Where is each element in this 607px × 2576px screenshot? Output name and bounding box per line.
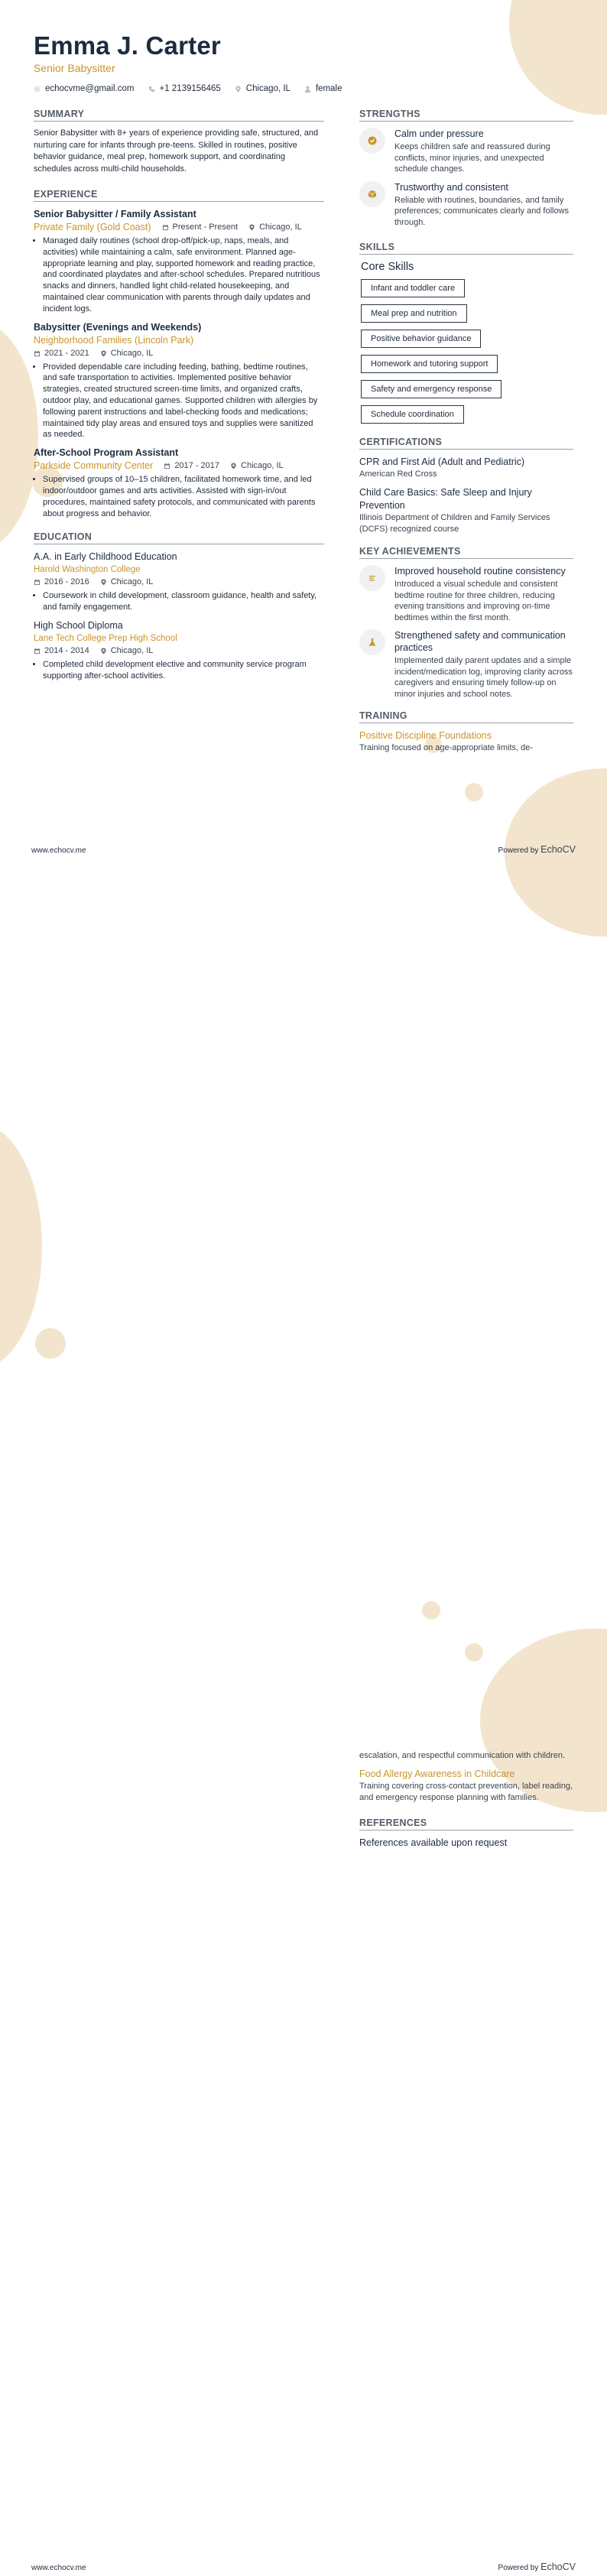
- experience-heading: EXPERIENCE: [34, 189, 324, 202]
- edu-location: [100, 645, 154, 658]
- edu-degree: High School Diploma: [34, 619, 123, 631]
- training-title: Food Allergy Awareness in Childcare: [359, 1769, 515, 1779]
- skill-chip: Meal prep and nutrition: [361, 304, 467, 323]
- training-text-part2: escalation, and respectful communication with children.: [359, 1751, 566, 1760]
- footer-page-2: [31, 2561, 576, 2572]
- education-item: [34, 619, 324, 682]
- skill-chip: Infant and toddler care: [361, 279, 465, 297]
- edu-bullet: • Completed child development elective and community service program supporting after-school activities.: [43, 659, 324, 682]
- calendar-icon: [162, 224, 169, 231]
- edu-school: Harold Washington College: [34, 565, 141, 575]
- phone-icon: [148, 86, 155, 93]
- contact-phone[interactable]: [148, 84, 221, 93]
- training-title: Positive Discipline Foundations: [359, 730, 492, 741]
- job-location: [230, 460, 284, 473]
- location-pin-icon: [235, 86, 242, 93]
- job-org-row: [34, 334, 324, 347]
- job-location: [100, 347, 154, 360]
- experience-item: [34, 208, 324, 315]
- job-bullets: [34, 474, 324, 519]
- candidate-role: Senior Babysitter: [34, 62, 115, 74]
- skills-heading: SKILLS: [359, 242, 573, 255]
- lines-icon: [359, 565, 385, 591]
- strength-item: [359, 128, 573, 175]
- skills-list: [359, 279, 573, 430]
- training-text-part1: Training focused on age-appropriate limits, de-: [359, 743, 534, 752]
- location-pin-icon: [100, 648, 107, 655]
- experience-item: [34, 321, 324, 441]
- job-org: Private Family (Gold Coast): [34, 222, 151, 232]
- job-title: Senior Babysitter / Family Assistant: [34, 209, 196, 219]
- phone-text: +1 2139156465: [159, 84, 221, 93]
- edu-dates-text: 2014 - 2014: [44, 645, 89, 655]
- references-text: References available upon request: [359, 1837, 508, 1848]
- edu-meta-row: [34, 645, 324, 658]
- decor-dot-bottom-2: [465, 1643, 483, 1662]
- decor-circle-left-page2: [0, 1124, 42, 1369]
- right-column: [359, 109, 573, 754]
- achievement-title: Strengthened safety and communication practices: [394, 630, 566, 653]
- flask-icon: [359, 629, 385, 655]
- email-text: echocvme@gmail.com: [45, 84, 135, 93]
- job-meta-row: [34, 347, 324, 360]
- edu-dates-text: 2016 - 2016: [44, 577, 89, 587]
- decor-dot-left-page2: [35, 1328, 66, 1359]
- certifications-heading: CERTIFICATIONS: [359, 437, 573, 450]
- edu-dates: [34, 645, 89, 658]
- strength-item: [359, 181, 573, 229]
- person-icon: [304, 86, 311, 93]
- job-dates-text: 2017 - 2017: [174, 461, 220, 471]
- skill-chip: Safety and emergency response: [361, 380, 502, 398]
- strength-text: Keeps children safe and reassured during conflicts, minor injuries, and unexpected schedule changes.: [394, 142, 550, 174]
- edu-location-text: Chicago, IL: [110, 645, 154, 655]
- footer-brand[interactable]: EchoCV: [540, 844, 576, 855]
- job-title: After-School Program Assistant: [34, 447, 179, 459]
- check-circle-icon: [359, 128, 385, 154]
- edu-location-text: Chicago, IL: [110, 577, 154, 587]
- resume-header: [34, 31, 342, 93]
- training-heading: TRAINING: [359, 710, 573, 723]
- strength-title: Trustworthy and consistent: [394, 181, 508, 193]
- job-org-row: [34, 221, 324, 234]
- footer-page-1: [31, 844, 576, 855]
- edu-meta-row: [34, 576, 324, 589]
- location-pin-icon: [230, 463, 237, 469]
- edu-degree: A.A. in Early Childhood Education: [34, 551, 177, 563]
- references-heading: REFERENCES: [359, 1817, 573, 1830]
- job-dates: [34, 347, 89, 360]
- contact-email[interactable]: [34, 84, 135, 93]
- training-text: Training covering cross-contact prevention, label reading, and emergency response planning with families.: [359, 1782, 573, 1802]
- job-bullets: [34, 236, 324, 315]
- decor-dot-bottom-1: [422, 1601, 440, 1619]
- cert-org: Illinois Department of Children and Family Services (DCFS) recognized course: [359, 513, 550, 534]
- strength-text: Reliable with routines, boundaries, and family preferences; communicates clearly and follows through.: [394, 195, 570, 227]
- job-bullets: [34, 362, 324, 441]
- resume-page-2: [0, 1717, 607, 2576]
- achievement-item: [359, 565, 573, 623]
- cert-name: Child Care Basics: Safe Sleep and Injury Prevention: [359, 487, 532, 511]
- calendar-icon: [34, 579, 41, 586]
- education-item: [34, 551, 324, 613]
- contact-location: [235, 84, 291, 93]
- education-heading: EDUCATION: [34, 531, 324, 544]
- skill-chip: Positive behavior guidance: [361, 330, 481, 348]
- contact-row: [34, 84, 342, 93]
- job-org: Parkside Community Center: [34, 460, 154, 472]
- job-dates-text: 2021 - 2021: [44, 348, 89, 358]
- achievements-heading: KEY ACHIEVEMENTS: [359, 546, 573, 559]
- summary-heading: SUMMARY: [34, 109, 324, 122]
- achievement-text: Implemented daily parent updates and a simple incident/medication log, improving clarity across caregivers and ensuring timely follow-up on minor injuries and school notes.: [394, 656, 573, 699]
- location-pin-icon: [100, 350, 107, 357]
- edu-location: [100, 576, 154, 589]
- left-column: [34, 109, 324, 688]
- summary-text: Senior Babysitter with 8+ years of experience providing safe, structured, and nurturing care for infants through pre-teens. Skilled in routines, positive behavior guidance, meal prep, homework support, and coordinating schedules across multi-child households.: [34, 128, 319, 174]
- job-location-text: Chicago, IL: [259, 223, 302, 232]
- contact-gender: [304, 84, 342, 93]
- cert-org: American Red Cross: [359, 469, 437, 479]
- footer-brand[interactable]: EchoCV: [540, 2561, 576, 2572]
- calendar-icon: [34, 648, 41, 655]
- gender-text: female: [315, 84, 342, 93]
- right-column-continued: [359, 1750, 573, 1850]
- footer-site[interactable]: www.echocv.me: [31, 2564, 86, 2572]
- achievement-item: [359, 629, 573, 700]
- job-location-text: Chicago, IL: [241, 461, 284, 471]
- job-org: Neighborhood Families (Lincoln Park): [34, 334, 194, 346]
- job-dates: [162, 221, 239, 234]
- edu-school: Lane Tech College Prep High School: [34, 633, 177, 643]
- certification-item: [359, 486, 573, 535]
- footer-powered: Powered by: [498, 2564, 539, 2572]
- calendar-icon: [34, 350, 41, 357]
- skills-subheading: Core Skills: [361, 261, 414, 273]
- cube-icon: [359, 181, 385, 207]
- strength-title: Calm under pressure: [394, 128, 484, 139]
- job-bullet: • Managed daily routines (school drop-off/pick-up, naps, meals, and activities) while maintaining a calm, safe environment. Planned age-appropriate learning and play, supported homework and reading practice, and coordinated playdates and after-school schedules. Prepared nutritious snacks and dinners, handled light child-related housekeeping, and maintained clear communication with parents through daily updates and incident logs.: [43, 236, 324, 315]
- edu-bullet: • Coursework in child development, classroom guidance, health and safety, and family engagement.: [43, 590, 324, 613]
- job-title: Babysitter (Evenings and Weekends): [34, 321, 202, 333]
- edu-bullets: [34, 590, 324, 613]
- resume-page-1: [0, 0, 607, 859]
- job-org-row: [34, 460, 324, 473]
- footer-powered: Powered by: [498, 846, 539, 855]
- candidate-name: Emma J. Carter: [34, 31, 221, 60]
- skill-chip: Schedule coordination: [361, 405, 464, 424]
- calendar-icon: [164, 463, 170, 469]
- location-text: Chicago, IL: [245, 84, 291, 93]
- job-bullet: • Provided dependable care including feeding, bathing, bedtime routines, and safe transportation to activities. Implemented positive behavior strategies, created structured screen-time limits, and organized crafts, outdoor play, and educational games. Supported children with allergies by following parent instructions and label-checking foods and medications; maintained tidy play areas and ensured toys and supplies were sanitized as needed.: [43, 362, 324, 441]
- job-location: [248, 221, 302, 234]
- certification-item: [359, 456, 573, 480]
- job-dates: [164, 460, 219, 473]
- cert-name: CPR and First Aid (Adult and Pediatric): [359, 456, 525, 467]
- footer-site[interactable]: www.echocv.me: [31, 846, 86, 855]
- strengths-heading: STRENGTHS: [359, 109, 573, 122]
- email-icon: [34, 86, 41, 93]
- experience-item: [34, 447, 324, 519]
- job-bullet: • Supervised groups of 10–15 children, facilitated homework time, and led indoor/outdoor games and arts activities. Assisted with sign-in/out procedures, maintained safety protocols, and communicated with parents about progress and behavior.: [43, 474, 324, 519]
- achievement-text: Introduced a visual schedule and consistent bedtime routine for three children, reducing evening transitions and improving on-time bedtimes within the first month.: [394, 580, 558, 622]
- location-pin-icon: [100, 579, 107, 586]
- achievement-title: Improved household routine consistency: [394, 566, 566, 577]
- job-location-text: Chicago, IL: [110, 348, 154, 358]
- edu-dates: [34, 576, 89, 589]
- job-dates-text: Present - Present: [172, 223, 239, 232]
- location-pin-icon: [248, 224, 255, 231]
- skill-chip: Homework and tutoring support: [361, 355, 498, 373]
- edu-bullets: [34, 659, 324, 682]
